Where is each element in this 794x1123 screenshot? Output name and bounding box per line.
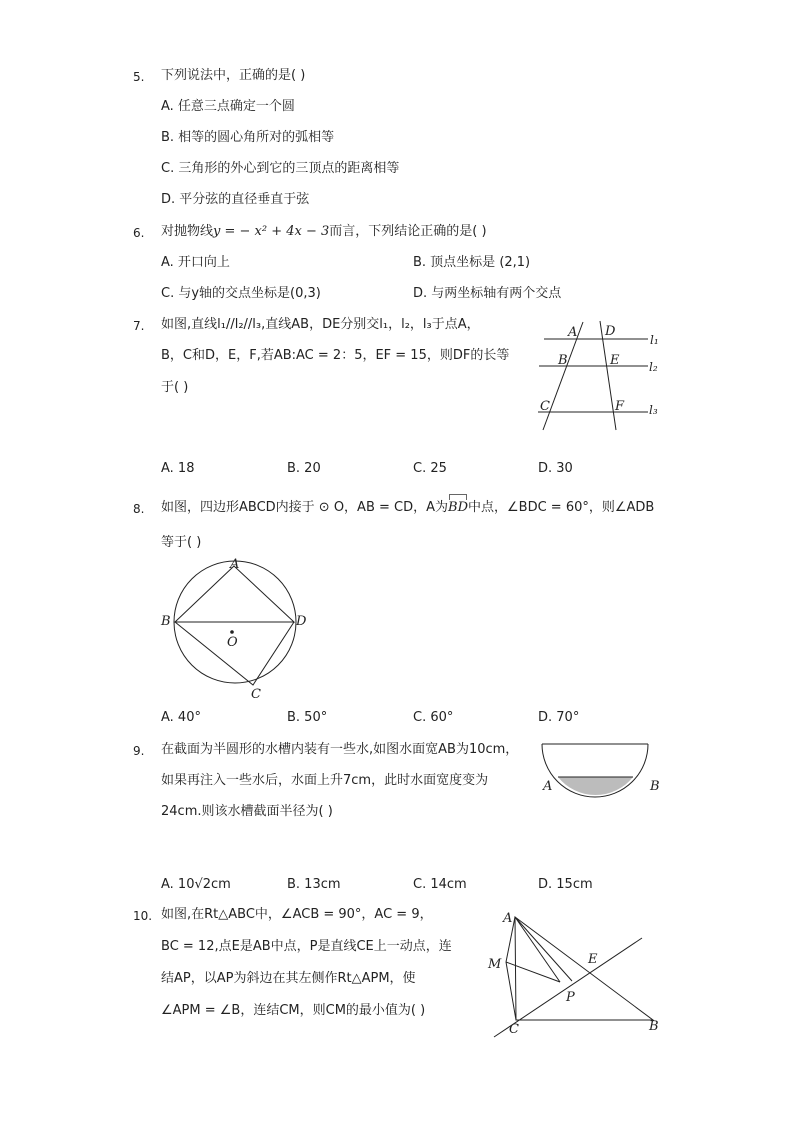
q7-number: 7.: [133, 319, 145, 333]
q8-option-b: B. 50°: [287, 710, 328, 725]
q5-option-d: D. 平分弦的直径垂直于弦: [161, 192, 310, 207]
q7-label-b: B: [558, 353, 568, 368]
q10-label-c: C: [509, 1022, 519, 1037]
q10-seg-cm: [506, 962, 516, 1020]
q6-stem-b: 而言，下列结论正确的是( ): [329, 224, 487, 239]
q10-label-a: A: [503, 911, 513, 926]
q7-label-f: F: [615, 399, 625, 414]
q6-option-c: C. 与y轴的交点坐标是(0,3): [161, 286, 321, 301]
q7-option-c: C. 25: [413, 461, 447, 476]
q7-label-c: C: [540, 399, 550, 414]
q8-label-c: C: [251, 687, 261, 702]
q8-option-d: D. 70°: [538, 710, 580, 725]
q8-arc: [448, 497, 468, 517]
q9-option-d: D. 15cm: [538, 877, 593, 892]
q8-line2: 等于( ): [161, 535, 202, 550]
q8-label-a: A: [230, 557, 240, 572]
q9-number: 9.: [133, 744, 145, 758]
q6-option-b: B. 顶点坐标是 (2,1): [413, 255, 531, 270]
q8-center-dot: [230, 630, 234, 634]
q9-line1: 在截面为半圆形的水槽内装有一些水,如图水面宽AB为10cm，: [161, 742, 519, 757]
q10-line3: 结AP，以AP为斜边在其左侧作Rt△APM，使: [161, 971, 416, 986]
q9-option-a: A. 10√2cm: [161, 877, 231, 892]
q7-line2: B，C和D，E，F,若AB:AC = 2：5，EF = 15，则DF的长等: [161, 348, 510, 363]
q10-seg-ae: [515, 917, 572, 981]
q9-option-b: B. 13cm: [287, 877, 341, 892]
q10-seg-ap: [515, 917, 560, 982]
q7-label-l3: l₃: [649, 403, 658, 417]
q7-label-a: A: [568, 325, 578, 340]
q8-triangle-bcd: [175, 622, 294, 685]
q7-line3: 于( ): [161, 380, 189, 395]
q9-option-c: C. 14cm: [413, 877, 467, 892]
q6-option-d: D. 与两坐标轴有两个交点: [413, 286, 562, 301]
q5-option-b: B. 相等的圆心角所对的弧相等: [161, 130, 335, 145]
q8-option-a: A. 40°: [161, 710, 201, 725]
q9-water: [558, 777, 633, 795]
q10-label-e: E: [588, 952, 598, 967]
q10-line1: 如图,在Rt△ABC中，∠ACB = 90°，AC = 9，: [161, 907, 433, 922]
q10-number: 10.: [133, 909, 153, 923]
q10-line2: BC = 12,点E是AB中点，P是直线CE上一动点，连: [161, 939, 452, 954]
q8-option-c: C. 60°: [413, 710, 454, 725]
q9-figure: [535, 738, 670, 808]
q9-label-b: B: [650, 779, 660, 794]
q7-option-b: B. 20: [287, 461, 321, 476]
q8-line1: [161, 497, 654, 517]
q5-option-a: A. 任意三点确定一个圆: [161, 99, 295, 114]
q8-label-b: B: [161, 614, 171, 629]
q6-option-a: A. 开口向上: [161, 255, 230, 270]
q6-number: 6.: [133, 226, 145, 240]
q10-triangle-abc: [515, 917, 653, 1020]
q8-triangle-abd: [175, 566, 294, 622]
q7-label-d: D: [605, 324, 616, 339]
q8-label-d: D: [296, 614, 307, 629]
q5-option-c: C. 三角形的外心到它的三顶点的距离相等: [161, 161, 400, 176]
q7-label-l2: l₂: [649, 360, 658, 374]
q10-seg-mp: [506, 962, 560, 982]
q8-line1-b: 中点，∠BDC = 60°，则∠ADB: [468, 500, 655, 515]
q5-stem: 下列说法中，正确的是( ): [161, 68, 306, 83]
q7-line1: 如图,直线l₁//l₂//l₃,直线AB，DE分别交l₁，l₂，l₃于点A，: [161, 317, 480, 332]
q6-stem-a: 对抛物线: [161, 224, 214, 239]
q8-figure: [155, 555, 325, 703]
q10-line4: ∠APM = ∠B，连结CM，则CM的最小值为( ): [161, 1003, 426, 1018]
q7-label-l1: l₁: [650, 333, 659, 347]
q9-line2: 如果再注入一些水后，水面上升7cm，此时水面宽度变为: [161, 773, 489, 788]
q7-option-a: A. 18: [161, 461, 195, 476]
q9-label-a: A: [543, 779, 553, 794]
q9-line3: 24cm.则该水槽截面半径为( ): [161, 804, 333, 819]
q7-option-d: D. 30: [538, 461, 573, 476]
q10-label-b: B: [649, 1019, 659, 1034]
q8-arc-mark: [449, 494, 467, 500]
q8-line1-a: 如图，四边形ABCD内接于 ⊙ O，AB = CD，A为: [161, 500, 449, 515]
q8-arc-label: BD: [448, 500, 468, 515]
q10-figure: [480, 905, 670, 1040]
q5-number: 5.: [133, 70, 145, 84]
q6-formula: y = − x² + 4x − 3: [213, 224, 330, 239]
q8-label-o: O: [227, 635, 238, 650]
q7-figure: [530, 318, 670, 436]
q6-stem: [161, 223, 487, 241]
q8-number: 8.: [133, 502, 145, 516]
q10-label-m: M: [488, 957, 502, 972]
q7-label-e: E: [610, 353, 620, 368]
q10-label-p: P: [566, 990, 575, 1005]
